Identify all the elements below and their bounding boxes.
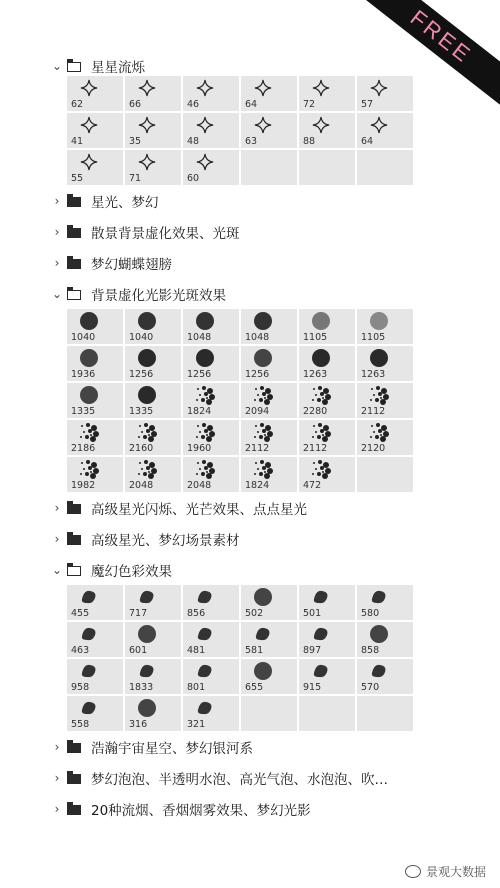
brush-size: 1263: [361, 369, 386, 380]
group-label: 散景背景虚化效果、光斑: [91, 225, 240, 242]
brush-preset[interactable]: [183, 113, 239, 148]
brush-preset[interactable]: [67, 457, 123, 492]
group-label: 星光、梦幻: [91, 194, 159, 211]
brush-preset[interactable]: [183, 696, 239, 731]
brush-thumbnail-icon: [77, 698, 101, 718]
brush-thumbnail-icon: [251, 459, 275, 479]
brush-preset[interactable]: [299, 113, 355, 148]
brush-size: 558: [71, 719, 90, 730]
brush-size: 481: [187, 645, 206, 656]
brush-thumbnail-icon: [77, 587, 101, 607]
brush-thumbnail-icon: [367, 115, 391, 135]
brush-thumbnail-icon: [367, 661, 391, 681]
brush-size: 502: [245, 608, 264, 619]
brush-preset[interactable]: [183, 420, 239, 455]
brush-preset[interactable]: [299, 346, 355, 381]
magic-grid: [67, 585, 413, 731]
brush-preset[interactable]: [183, 150, 239, 185]
folder-icon: [67, 504, 81, 514]
brush-preset[interactable]: [125, 659, 181, 694]
brush-preset[interactable]: [125, 622, 181, 657]
group-label: 高级星光、梦幻场景素材: [91, 532, 240, 549]
brush-preset[interactable]: [357, 76, 413, 111]
group-row-g9[interactable]: [47, 762, 415, 793]
folder-icon: [67, 259, 81, 269]
brush-size: 64: [361, 136, 374, 147]
brush-thumbnail-icon: [135, 698, 159, 718]
brush-size: 2112: [361, 406, 386, 417]
brush-size: 717: [129, 608, 148, 619]
brush-thumbnail-icon: [367, 624, 391, 644]
brush-thumbnail-icon: [77, 348, 101, 368]
folder-icon: [67, 774, 81, 784]
brush-preset[interactable]: [357, 659, 413, 694]
brush-preset[interactable]: [183, 457, 239, 492]
brush-size: 1936: [71, 369, 96, 380]
brush-preset[interactable]: [67, 150, 123, 185]
brush-preset[interactable]: [125, 383, 181, 418]
free-ribbon: FREE: [348, 0, 500, 115]
brush-thumbnail-icon: [135, 422, 159, 442]
brush-size: 1833: [129, 682, 154, 693]
brush-preset[interactable]: [241, 585, 297, 620]
brush-thumbnail-icon: [367, 348, 391, 368]
chevron-down-icon[interactable]: ⌄: [51, 286, 63, 301]
brush-size: 601: [129, 645, 148, 656]
group-label: 浩瀚宇宙星空、梦幻银河系: [91, 740, 253, 757]
brush-size: 316: [129, 719, 148, 730]
brush-thumbnail-icon: [135, 587, 159, 607]
brush-size: 64: [245, 99, 258, 110]
brush-thumbnail-icon: [251, 422, 275, 442]
brush-preset[interactable]: [241, 113, 297, 148]
brush-preset[interactable]: [67, 420, 123, 455]
brush-size: 1256: [129, 369, 154, 380]
brush-size: 57: [361, 99, 374, 110]
brush-size: 1982: [71, 480, 96, 491]
empty-cell: [241, 150, 297, 185]
group-row-g8[interactable]: [47, 731, 415, 762]
brush-size: 48: [187, 136, 200, 147]
brush-preset[interactable]: [183, 585, 239, 620]
brush-size: 55: [71, 173, 84, 184]
brush-thumbnail-icon: [193, 115, 217, 135]
brush-thumbnail-icon: [77, 385, 101, 405]
empty-cell: [299, 696, 355, 731]
brush-size: 2112: [303, 443, 328, 454]
brush-thumbnail-icon: [77, 624, 101, 644]
chevron-right-icon[interactable]: ›: [54, 531, 60, 546]
brush-preset[interactable]: [299, 457, 355, 492]
folder-icon: [67, 290, 81, 300]
group-row-g0[interactable]: [47, 56, 415, 76]
brush-size: 1105: [303, 332, 328, 343]
brush-size: 2048: [129, 480, 154, 491]
brush-thumbnail-icon: [251, 624, 275, 644]
brush-thumbnail-icon: [193, 698, 217, 718]
brush-size: 1824: [187, 406, 212, 417]
brush-thumbnail-icon: [309, 661, 333, 681]
empty-cell: [357, 696, 413, 731]
group-row-g3[interactable]: [47, 247, 415, 278]
brush-thumbnail-icon: [77, 422, 101, 442]
group-row-g1[interactable]: [47, 185, 415, 216]
brush-thumbnail-icon: [193, 624, 217, 644]
brush-size: 2186: [71, 443, 96, 454]
brush-size: 472: [303, 480, 322, 491]
brush-preset[interactable]: [183, 346, 239, 381]
brush-thumbnail-icon: [367, 78, 391, 98]
group-label: 魔幻色彩效果: [91, 563, 172, 580]
watermark-text: 景观大数据: [425, 865, 486, 879]
brush-size: 463: [71, 645, 90, 656]
brush-thumbnail-icon: [77, 661, 101, 681]
brush-preset[interactable]: [241, 309, 297, 344]
chevron-right-icon[interactable]: ›: [54, 224, 60, 239]
brush-preset[interactable]: [67, 113, 123, 148]
chevron-down-icon[interactable]: ⌄: [51, 562, 63, 577]
brush-thumbnail-icon: [77, 459, 101, 479]
brush-thumbnail-icon: [135, 78, 159, 98]
brush-size: 88: [303, 136, 316, 147]
brush-thumbnail-icon: [251, 115, 275, 135]
brush-thumbnail-icon: [135, 661, 159, 681]
brush-preset[interactable]: [357, 420, 413, 455]
brush-size: 580: [361, 608, 380, 619]
empty-cell: [241, 696, 297, 731]
brush-size: 1960: [187, 443, 212, 454]
group-row-g5[interactable]: [47, 492, 415, 523]
brush-preset[interactable]: [183, 659, 239, 694]
brush-size: 66: [129, 99, 142, 110]
brush-size: 1040: [71, 332, 96, 343]
brush-thumbnail-icon: [77, 78, 101, 98]
watermark: [405, 863, 486, 880]
brush-thumbnail-icon: [193, 661, 217, 681]
brush-size: 897: [303, 645, 322, 656]
folder-icon: [67, 805, 81, 815]
brush-thumbnail-icon: [135, 115, 159, 135]
chevron-right-icon[interactable]: ›: [54, 500, 60, 515]
brush-preset[interactable]: [125, 420, 181, 455]
group-row-g6[interactable]: [47, 523, 415, 554]
brush-preset[interactable]: [241, 76, 297, 111]
chevron-down-icon[interactable]: ⌄: [51, 59, 63, 73]
brush-size: 1040: [129, 332, 154, 343]
brush-thumbnail-icon: [77, 115, 101, 135]
brush-thumbnail-icon: [309, 311, 333, 331]
brush-size: 801: [187, 682, 206, 693]
brush-size: 1335: [129, 406, 154, 417]
brush-size: 570: [361, 682, 380, 693]
group-label: 星星流烁: [91, 60, 145, 76]
brush-preset[interactable]: [299, 659, 355, 694]
brush-thumbnail-icon: [135, 624, 159, 644]
brush-thumbnail-icon: [135, 348, 159, 368]
brush-thumbnail-icon: [193, 152, 217, 172]
brush-size: 1048: [245, 332, 270, 343]
brush-size: 655: [245, 682, 264, 693]
brush-preset[interactable]: [299, 76, 355, 111]
chevron-right-icon[interactable]: ›: [54, 193, 60, 208]
brush-preset[interactable]: [125, 696, 181, 731]
group-row-g7[interactable]: [47, 554, 415, 585]
group-label: 20种流烟、香烟烟雾效果、梦幻光影: [91, 802, 311, 819]
brush-thumbnail-icon: [367, 422, 391, 442]
brush-thumbnail-icon: [309, 459, 333, 479]
brush-size: 1256: [245, 369, 270, 380]
brush-thumbnail-icon: [193, 348, 217, 368]
brush-thumbnail-icon: [251, 348, 275, 368]
brush-size: 581: [245, 645, 264, 656]
brush-size: 1263: [303, 369, 328, 380]
brush-preset[interactable]: [241, 457, 297, 492]
brush-size: 858: [361, 645, 380, 656]
brush-preset[interactable]: [299, 383, 355, 418]
brush-thumbnail-icon: [367, 587, 391, 607]
brush-size: 958: [71, 682, 90, 693]
brush-preset[interactable]: [357, 346, 413, 381]
brush-preset[interactable]: [183, 76, 239, 111]
brush-size: 63: [245, 136, 258, 147]
brush-size: 46: [187, 99, 200, 110]
brush-thumbnail-icon: [309, 115, 333, 135]
brush-preset[interactable]: [67, 696, 123, 731]
brush-thumbnail-icon: [193, 78, 217, 98]
brush-size: 455: [71, 608, 90, 619]
brush-thumbnail-icon: [309, 624, 333, 644]
stars-grid: [67, 76, 413, 185]
brush-preset[interactable]: [125, 309, 181, 344]
brush-thumbnail-icon: [77, 152, 101, 172]
brush-preset[interactable]: [241, 659, 297, 694]
brush-preset[interactable]: [67, 346, 123, 381]
brush-size: 321: [187, 719, 206, 730]
brush-preset[interactable]: [241, 622, 297, 657]
brush-size: 62: [71, 99, 84, 110]
brush-preset[interactable]: [299, 420, 355, 455]
brush-preset[interactable]: [299, 585, 355, 620]
brush-size: 2120: [361, 443, 386, 454]
brush-size: 1048: [187, 332, 212, 343]
empty-cell: [357, 457, 413, 492]
brush-size: 2112: [245, 443, 270, 454]
brush-preset[interactable]: [125, 76, 181, 111]
brush-preset[interactable]: [299, 622, 355, 657]
brush-thumbnail-icon: [77, 311, 101, 331]
group-row-g4[interactable]: [47, 278, 415, 309]
brush-preset[interactable]: [67, 585, 123, 620]
brush-preset[interactable]: [125, 346, 181, 381]
brush-thumbnail-icon: [251, 311, 275, 331]
brush-thumbnail-icon: [251, 587, 275, 607]
brush-thumbnail-icon: [251, 78, 275, 98]
folder-icon: [67, 535, 81, 545]
brush-size: 2160: [129, 443, 154, 454]
chevron-right-icon[interactable]: ›: [54, 770, 60, 785]
brush-preset[interactable]: [67, 309, 123, 344]
folder-icon: [67, 197, 81, 207]
brush-preset[interactable]: [357, 622, 413, 657]
brush-size: 2280: [303, 406, 328, 417]
group-label: 高级星光闪烁、光芒效果、点点星光: [91, 501, 307, 518]
brush-thumbnail-icon: [309, 587, 333, 607]
group-label: 梦幻泡泡、半透明水泡、高光气泡、水泡泡、吹…: [91, 771, 388, 788]
brush-preset[interactable]: [125, 585, 181, 620]
brush-presets-panel: [47, 56, 415, 866]
brush-preset[interactable]: [67, 622, 123, 657]
chevron-right-icon[interactable]: ›: [54, 801, 60, 816]
brush-thumbnail-icon: [309, 422, 333, 442]
brush-thumbnail-icon: [251, 661, 275, 681]
bokeh-grid: [67, 309, 413, 492]
brush-thumbnail-icon: [193, 311, 217, 331]
brush-thumbnail-icon: [135, 152, 159, 172]
brush-preset[interactable]: [125, 457, 181, 492]
brush-size: 856: [187, 608, 206, 619]
brush-size: 1824: [245, 480, 270, 491]
chevron-right-icon[interactable]: ›: [54, 255, 60, 270]
brush-size: 915: [303, 682, 322, 693]
brush-size: 35: [129, 136, 142, 147]
brush-preset[interactable]: [183, 383, 239, 418]
brush-preset[interactable]: [241, 420, 297, 455]
group-label: 梦幻蝴蝶翅膀: [91, 256, 172, 273]
brush-preset[interactable]: [357, 585, 413, 620]
brush-thumbnail-icon: [193, 459, 217, 479]
brush-size: 72: [303, 99, 316, 110]
brush-thumbnail-icon: [367, 385, 391, 405]
brush-thumbnail-icon: [309, 348, 333, 368]
wechat-icon: [405, 865, 421, 878]
brush-size: 41: [71, 136, 84, 147]
brush-size: 60: [187, 173, 200, 184]
empty-cell: [299, 150, 355, 185]
folder-icon: [67, 62, 81, 72]
brush-thumbnail-icon: [251, 385, 275, 405]
brush-thumbnail-icon: [193, 422, 217, 442]
brush-thumbnail-icon: [135, 385, 159, 405]
brush-preset[interactable]: [183, 309, 239, 344]
brush-size: 71: [129, 173, 142, 184]
brush-thumbnail-icon: [193, 587, 217, 607]
brush-preset[interactable]: [183, 622, 239, 657]
brush-preset[interactable]: [125, 150, 181, 185]
brush-size: 2094: [245, 406, 270, 417]
empty-cell: [357, 150, 413, 185]
brush-thumbnail-icon: [367, 311, 391, 331]
brush-thumbnail-icon: [135, 311, 159, 331]
brush-preset[interactable]: [125, 113, 181, 148]
brush-size: 501: [303, 608, 322, 619]
brush-thumbnail-icon: [193, 385, 217, 405]
brush-size: 2048: [187, 480, 212, 491]
brush-size: 1105: [361, 332, 386, 343]
folder-icon: [67, 228, 81, 238]
group-row-g10[interactable]: [47, 793, 415, 824]
folder-icon: [67, 566, 81, 576]
brush-preset[interactable]: [241, 383, 297, 418]
chevron-right-icon[interactable]: ›: [54, 739, 60, 754]
brush-preset[interactable]: [67, 76, 123, 111]
brush-preset[interactable]: [357, 383, 413, 418]
group-row-g2[interactable]: [47, 216, 415, 247]
brush-size: 1335: [71, 406, 96, 417]
brush-size: 1256: [187, 369, 212, 380]
brush-preset[interactable]: [67, 659, 123, 694]
brush-preset[interactable]: [357, 309, 413, 344]
brush-thumbnail-icon: [309, 78, 333, 98]
brush-thumbnail-icon: [135, 459, 159, 479]
brush-thumbnail-icon: [309, 385, 333, 405]
folder-icon: [67, 743, 81, 753]
brush-preset[interactable]: [357, 113, 413, 148]
brush-preset[interactable]: [241, 346, 297, 381]
brush-preset[interactable]: [299, 309, 355, 344]
group-label: 背景虚化光影光斑效果: [91, 287, 226, 304]
brush-preset[interactable]: [67, 383, 123, 418]
